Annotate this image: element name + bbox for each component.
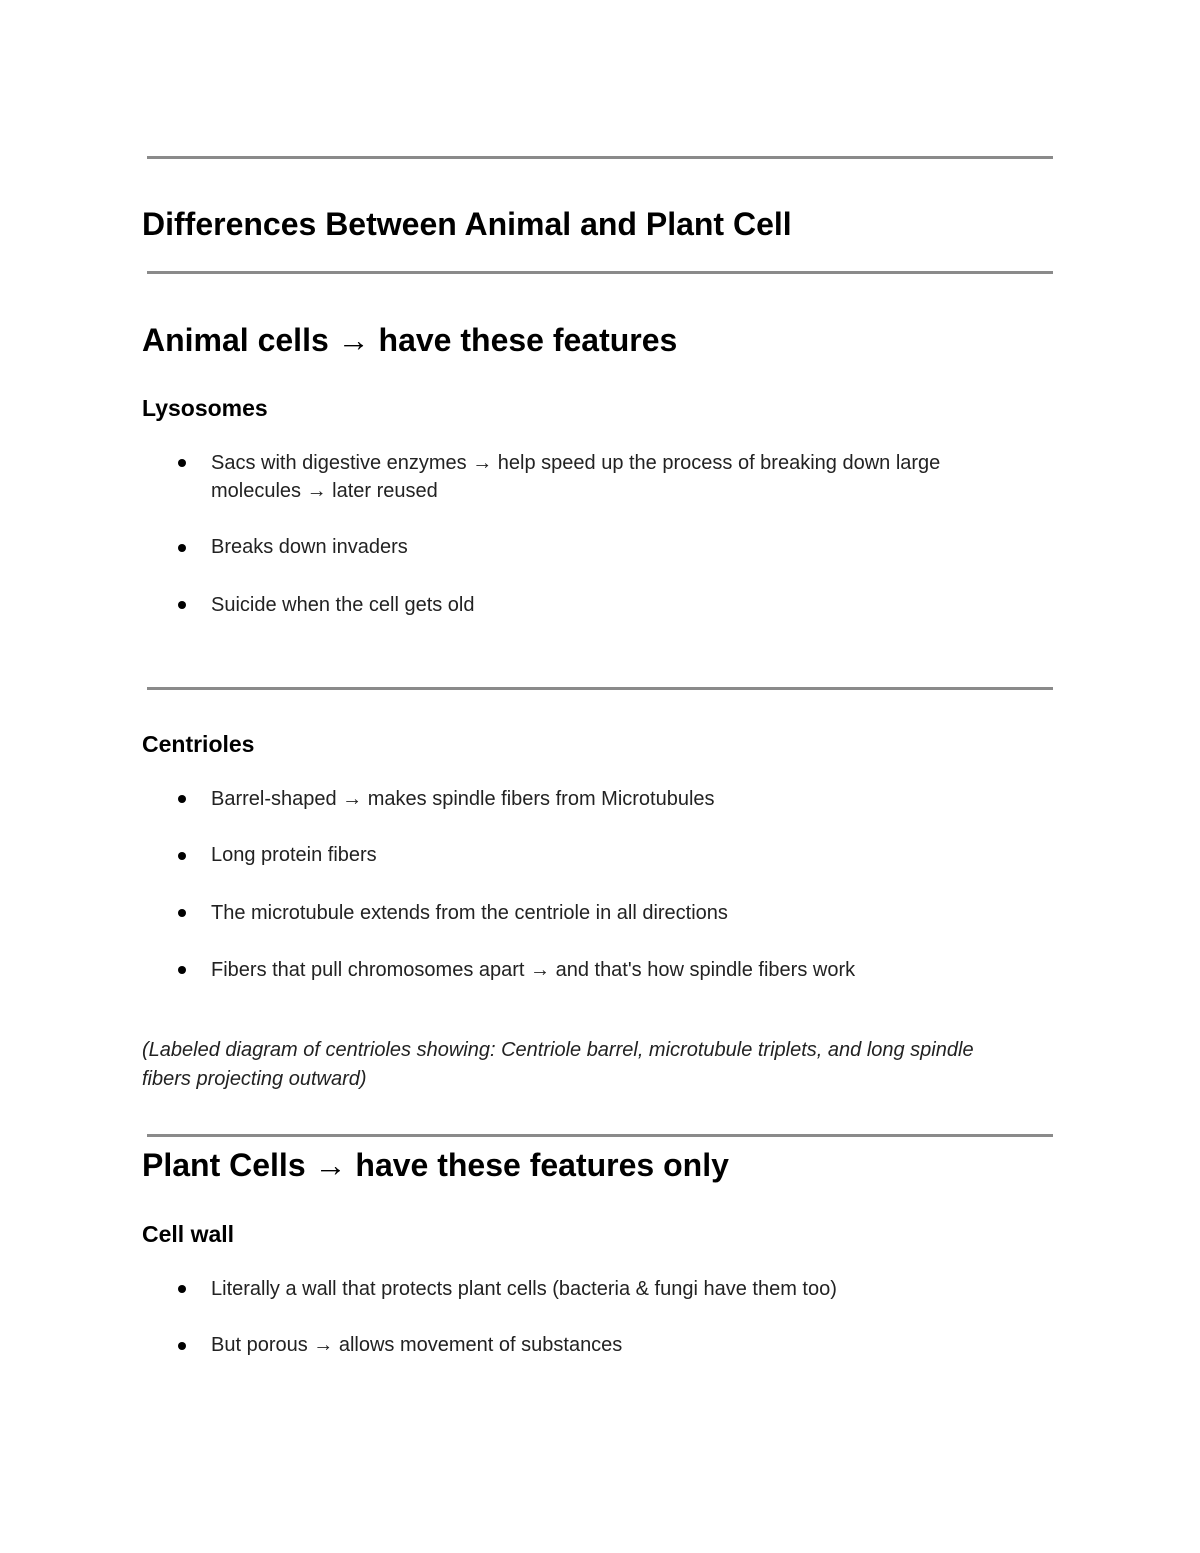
list-item: Fibers that pull chromosomes apart → and that's how spindle fibers work (211, 959, 856, 981)
list-item: Literally a wall that protects plant cells (bacteria & fungi have them too) (211, 1278, 837, 1300)
bullet-icon (178, 1285, 186, 1293)
bullet-icon (178, 795, 186, 803)
bullet-icon (178, 601, 186, 609)
document-title: Differences Between Animal and Plant Cell (142, 206, 792, 242)
cell-wall-heading: Cell wall (142, 1221, 235, 1247)
bullet-icon (178, 852, 186, 860)
bullet-icon (178, 459, 186, 467)
list-item: Suicide when the cell gets old (211, 594, 475, 616)
plant-cells-heading: Plant Cells → have these features only (142, 1147, 729, 1183)
list-item: The microtubule extends from the centriole in all directions (211, 902, 728, 924)
divider-top (147, 156, 1053, 159)
divider-before-plant (147, 1134, 1053, 1137)
caption-line: (Labeled diagram of centrioles showing: Centriole barrel, microtubule triplets, and long spindle (142, 1039, 974, 1061)
centrioles-heading: Centrioles (142, 731, 255, 757)
caption-line: fibers projecting outward) (142, 1068, 367, 1090)
list-item-continuation: molecules → later reused (211, 480, 438, 502)
bullet-icon (178, 909, 186, 917)
divider-under-title (147, 271, 1053, 274)
lysosomes-heading: Lysosomes (142, 395, 268, 421)
list-item: Breaks down invaders (211, 536, 408, 558)
list-item: Barrel-shaped → makes spindle fibers from Microtubules (211, 788, 715, 810)
bullet-icon (178, 544, 186, 552)
bullet-icon (178, 1342, 186, 1350)
list-item: Sacs with digestive enzymes → help speed up the process of breaking down large (211, 452, 941, 474)
list-item: Long protein fibers (211, 844, 377, 866)
divider-before-centrioles (147, 687, 1053, 690)
list-item: But porous → allows movement of substances (211, 1334, 623, 1356)
animal-cells-heading: Animal cells → have these features (142, 322, 678, 358)
bullet-icon (178, 966, 186, 974)
